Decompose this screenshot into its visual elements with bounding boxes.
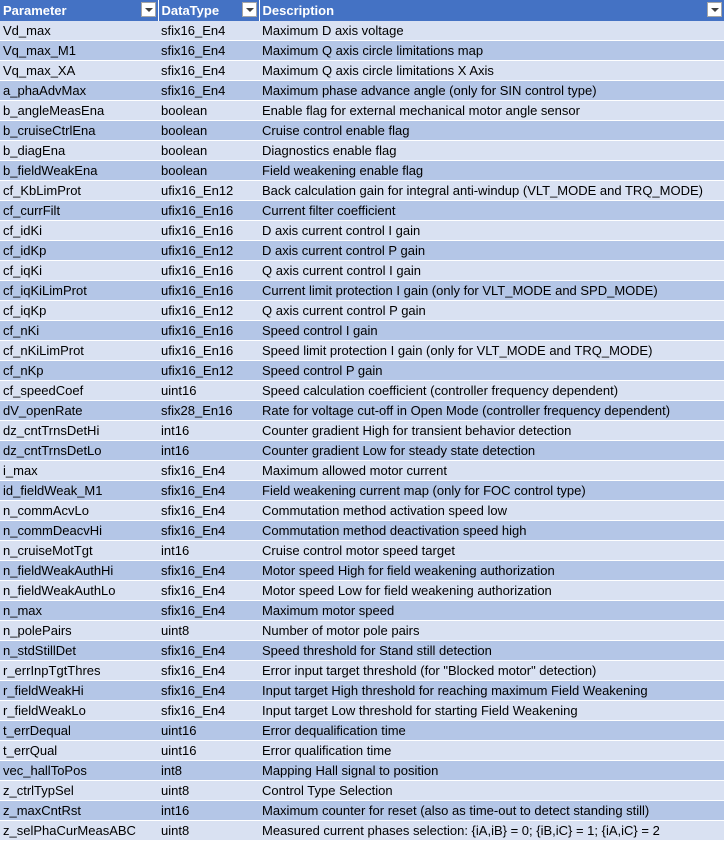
cell-description[interactable]: Maximum counter for reset (also as time-out to detect standing still) bbox=[259, 801, 724, 821]
table-row[interactable] bbox=[0, 621, 724, 641]
table-row[interactable] bbox=[0, 181, 724, 201]
table-row[interactable] bbox=[0, 681, 724, 701]
cell-parameter[interactable]: vec_hallToPos bbox=[0, 761, 158, 781]
cell-datatype[interactable]: uint16 bbox=[158, 381, 259, 401]
cell-datatype[interactable]: uint8 bbox=[158, 821, 259, 841]
table-row[interactable] bbox=[0, 121, 724, 141]
cell-description[interactable]: Speed limit protection I gain (only for VLT_MODE and TRQ_MODE) bbox=[259, 341, 724, 361]
cell-datatype[interactable]: ufix16_En16 bbox=[158, 221, 259, 241]
cell-description[interactable]: Enable flag for external mechanical motor angle sensor bbox=[259, 101, 724, 121]
cell-parameter[interactable]: cf_nKi bbox=[0, 321, 158, 341]
cell-parameter[interactable]: cf_nKiLimProt bbox=[0, 341, 158, 361]
cell-parameter[interactable]: a_phaAdvMax bbox=[0, 81, 158, 101]
cell-parameter[interactable]: cf_idKp bbox=[0, 241, 158, 261]
cell-parameter[interactable]: n_fieldWeakAuthLo bbox=[0, 581, 158, 601]
cell-description[interactable]: Current filter coefficient bbox=[259, 201, 724, 221]
table-row[interactable] bbox=[0, 721, 724, 741]
cell-description[interactable]: Maximum phase advance angle (only for SIN control type) bbox=[259, 81, 724, 101]
table-row[interactable] bbox=[0, 21, 724, 41]
filter-dropdown-icon[interactable] bbox=[242, 2, 257, 17]
cell-parameter[interactable]: cf_currFilt bbox=[0, 201, 158, 221]
cell-datatype[interactable]: ufix16_En12 bbox=[158, 181, 259, 201]
cell-description[interactable]: Commutation method deactivation speed high bbox=[259, 521, 724, 541]
table-row[interactable] bbox=[0, 601, 724, 621]
cell-parameter[interactable]: cf_iqKiLimProt bbox=[0, 281, 158, 301]
cell-datatype[interactable]: uint16 bbox=[158, 741, 259, 761]
filter-dropdown-icon[interactable] bbox=[707, 2, 722, 17]
cell-description[interactable]: Speed control I gain bbox=[259, 321, 724, 341]
cell-parameter[interactable]: cf_speedCoef bbox=[0, 381, 158, 401]
table-row[interactable] bbox=[0, 41, 724, 61]
table-row[interactable] bbox=[0, 821, 724, 841]
cell-description[interactable]: Commutation method activation speed low bbox=[259, 501, 724, 521]
cell-parameter[interactable]: Vd_max bbox=[0, 21, 158, 41]
table-row[interactable] bbox=[0, 581, 724, 601]
table-header bbox=[0, 0, 724, 21]
cell-description[interactable]: Maximum D axis voltage bbox=[259, 21, 724, 41]
table-row[interactable] bbox=[0, 221, 724, 241]
table-row[interactable] bbox=[0, 641, 724, 661]
filter-dropdown-icon[interactable] bbox=[141, 2, 156, 17]
table-row[interactable] bbox=[0, 381, 724, 401]
cell-description[interactable]: D axis current control I gain bbox=[259, 221, 724, 241]
header-datatype bbox=[158, 0, 259, 21]
cell-parameter[interactable]: n_commAcvLo bbox=[0, 501, 158, 521]
cell-datatype[interactable]: sfix28_En16 bbox=[158, 401, 259, 421]
cell-description[interactable]: Cruise control motor speed target bbox=[259, 541, 724, 561]
cell-datatype[interactable]: sfix16_En4 bbox=[158, 481, 259, 501]
cell-description[interactable]: Counter gradient High for transient behavior detection bbox=[259, 421, 724, 441]
cell-parameter[interactable]: z_ctrlTypSel bbox=[0, 781, 158, 801]
cell-datatype[interactable]: boolean bbox=[158, 121, 259, 141]
cell-parameter[interactable]: z_maxCntRst bbox=[0, 801, 158, 821]
table-row[interactable] bbox=[0, 781, 724, 801]
table-row[interactable] bbox=[0, 361, 724, 381]
table-row[interactable] bbox=[0, 741, 724, 761]
table-row[interactable] bbox=[0, 61, 724, 81]
cell-datatype[interactable]: ufix16_En12 bbox=[158, 301, 259, 321]
cell-datatype[interactable]: boolean bbox=[158, 101, 259, 121]
cell-parameter[interactable]: cf_idKi bbox=[0, 221, 158, 241]
table-row[interactable] bbox=[0, 341, 724, 361]
cell-datatype[interactable]: int8 bbox=[158, 761, 259, 781]
table-row[interactable] bbox=[0, 421, 724, 441]
table-row[interactable] bbox=[0, 541, 724, 561]
table-row[interactable] bbox=[0, 141, 724, 161]
header-parameter bbox=[0, 0, 158, 21]
cell-datatype[interactable]: sfix16_En4 bbox=[158, 641, 259, 661]
table-row[interactable] bbox=[0, 761, 724, 781]
header-parameter-label: Parameter bbox=[3, 3, 67, 18]
cell-datatype[interactable]: sfix16_En4 bbox=[158, 501, 259, 521]
cell-datatype[interactable]: boolean bbox=[158, 141, 259, 161]
cell-datatype[interactable]: int16 bbox=[158, 541, 259, 561]
table-row[interactable] bbox=[0, 301, 724, 321]
cell-description[interactable]: Input target Low threshold for starting Field Weakening bbox=[259, 701, 724, 721]
table-row[interactable] bbox=[0, 701, 724, 721]
table-row[interactable] bbox=[0, 521, 724, 541]
cell-description[interactable]: Current limit protection I gain (only for VLT_MODE and SPD_MODE) bbox=[259, 281, 724, 301]
header-datatype-label: DataType bbox=[161, 3, 220, 18]
cell-description[interactable]: Q axis current control I gain bbox=[259, 261, 724, 281]
cell-description[interactable]: Error input target threshold (for "Blocked motor" detection) bbox=[259, 661, 724, 681]
cell-datatype[interactable]: sfix16_En4 bbox=[158, 61, 259, 81]
table-row[interactable] bbox=[0, 441, 724, 461]
cell-description[interactable]: Back calculation gain for integral anti-windup (VLT_MODE and TRQ_MODE) bbox=[259, 181, 724, 201]
cell-description[interactable]: Maximum motor speed bbox=[259, 601, 724, 621]
cell-parameter[interactable]: n_commDeacvHi bbox=[0, 521, 158, 541]
table-row[interactable] bbox=[0, 201, 724, 221]
cell-parameter[interactable]: z_selPhaCurMeasABC bbox=[0, 821, 158, 841]
cell-parameter[interactable]: r_errInpTgtThres bbox=[0, 661, 158, 681]
cell-parameter[interactable]: b_cruiseCtrlEna bbox=[0, 121, 158, 141]
cell-description[interactable]: Speed threshold for Stand still detection bbox=[259, 641, 724, 661]
cell-datatype[interactable]: int16 bbox=[158, 441, 259, 461]
cell-parameter[interactable]: n_max bbox=[0, 601, 158, 621]
table-row[interactable] bbox=[0, 501, 724, 521]
cell-datatype[interactable]: int16 bbox=[158, 801, 259, 821]
cell-description[interactable]: Field weakening current map (only for FOC control type) bbox=[259, 481, 724, 501]
header-description bbox=[259, 0, 724, 21]
cell-description[interactable]: Mapping Hall signal to position bbox=[259, 761, 724, 781]
table-row[interactable] bbox=[0, 81, 724, 101]
table-row[interactable] bbox=[0, 161, 724, 181]
cell-description[interactable]: Measured current phases selection: {iA,iB} = 0; {iB,iC} = 1; {iA,iC} = 2 bbox=[259, 821, 724, 841]
table-row[interactable] bbox=[0, 101, 724, 121]
cell-parameter[interactable]: b_fieldWeakEna bbox=[0, 161, 158, 181]
cell-datatype[interactable]: sfix16_En4 bbox=[158, 701, 259, 721]
cell-description[interactable]: D axis current control P gain bbox=[259, 241, 724, 261]
cell-parameter[interactable]: cf_iqKi bbox=[0, 261, 158, 281]
cell-datatype[interactable]: sfix16_En4 bbox=[158, 521, 259, 541]
cell-datatype[interactable]: ufix16_En16 bbox=[158, 261, 259, 281]
cell-parameter[interactable]: dz_cntTrnsDetHi bbox=[0, 421, 158, 441]
cell-description[interactable]: Number of motor pole pairs bbox=[259, 621, 724, 641]
cell-datatype[interactable]: ufix16_En12 bbox=[158, 241, 259, 261]
cell-datatype[interactable]: sfix16_En4 bbox=[158, 461, 259, 481]
cell-datatype[interactable]: boolean bbox=[158, 161, 259, 181]
cell-description[interactable]: Maximum allowed motor current bbox=[259, 461, 724, 481]
cell-datatype[interactable]: uint16 bbox=[158, 721, 259, 741]
cell-parameter[interactable]: cf_iqKp bbox=[0, 301, 158, 321]
cell-datatype[interactable]: sfix16_En4 bbox=[158, 21, 259, 41]
cell-description[interactable]: Speed calculation coefficient (controller frequency dependent) bbox=[259, 381, 724, 401]
cell-description[interactable]: Input target High threshold for reaching maximum Field Weakening bbox=[259, 681, 724, 701]
cell-description[interactable]: Cruise control enable flag bbox=[259, 121, 724, 141]
cell-description[interactable]: Control Type Selection bbox=[259, 781, 724, 801]
cell-parameter[interactable]: b_angleMeasEna bbox=[0, 101, 158, 121]
cell-description[interactable]: Rate for voltage cut-off in Open Mode (controller frequency dependent) bbox=[259, 401, 724, 421]
cell-datatype[interactable]: sfix16_En4 bbox=[158, 681, 259, 701]
cell-parameter[interactable]: cf_KbLimProt bbox=[0, 181, 158, 201]
cell-description[interactable]: Maximum Q axis circle limitations map bbox=[259, 41, 724, 61]
cell-parameter[interactable]: Vq_max_M1 bbox=[0, 41, 158, 61]
table-body bbox=[0, 21, 724, 841]
cell-parameter[interactable]: dz_cntTrnsDetLo bbox=[0, 441, 158, 461]
cell-datatype[interactable]: uint8 bbox=[158, 621, 259, 641]
cell-parameter[interactable]: id_fieldWeak_M1 bbox=[0, 481, 158, 501]
cell-parameter[interactable]: n_stdStillDet bbox=[0, 641, 158, 661]
table-row[interactable] bbox=[0, 661, 724, 681]
cell-parameter[interactable]: dV_openRate bbox=[0, 401, 158, 421]
cell-description[interactable]: Motor speed Low for field weakening authorization bbox=[259, 581, 724, 601]
cell-datatype[interactable]: ufix16_En12 bbox=[158, 361, 259, 381]
cell-parameter[interactable]: r_fieldWeakLo bbox=[0, 701, 158, 721]
cell-description[interactable]: Q axis current control P gain bbox=[259, 301, 724, 321]
table-row[interactable] bbox=[0, 461, 724, 481]
cell-datatype[interactable]: ufix16_En16 bbox=[158, 341, 259, 361]
cell-parameter[interactable]: n_cruiseMotTgt bbox=[0, 541, 158, 561]
header-row bbox=[0, 0, 724, 21]
table-row[interactable] bbox=[0, 281, 724, 301]
table-row[interactable] bbox=[0, 241, 724, 261]
cell-description[interactable]: Error qualification time bbox=[259, 741, 724, 761]
cell-datatype[interactable]: sfix16_En4 bbox=[158, 661, 259, 681]
cell-datatype[interactable]: ufix16_En16 bbox=[158, 201, 259, 221]
cell-parameter[interactable]: t_errQual bbox=[0, 741, 158, 761]
cell-parameter[interactable]: n_fieldWeakAuthHi bbox=[0, 561, 158, 581]
cell-datatype[interactable]: int16 bbox=[158, 421, 259, 441]
cell-description[interactable]: Field weakening enable flag bbox=[259, 161, 724, 181]
table-row[interactable] bbox=[0, 561, 724, 581]
cell-datatype[interactable]: uint8 bbox=[158, 781, 259, 801]
cell-datatype[interactable]: sfix16_En4 bbox=[158, 581, 259, 601]
cell-parameter[interactable]: b_diagEna bbox=[0, 141, 158, 161]
cell-parameter[interactable]: t_errDequal bbox=[0, 721, 158, 741]
cell-datatype[interactable]: ufix16_En16 bbox=[158, 321, 259, 341]
cell-datatype[interactable]: sfix16_En4 bbox=[158, 41, 259, 61]
table-row[interactable] bbox=[0, 401, 724, 421]
cell-parameter[interactable]: Vq_max_XA bbox=[0, 61, 158, 81]
header-description-label: Description bbox=[262, 3, 335, 18]
table-row[interactable] bbox=[0, 261, 724, 281]
cell-description[interactable]: Diagnostics enable flag bbox=[259, 141, 724, 161]
cell-datatype[interactable]: ufix16_En16 bbox=[158, 281, 259, 301]
cell-parameter[interactable]: r_fieldWeakHi bbox=[0, 681, 158, 701]
table-row[interactable] bbox=[0, 321, 724, 341]
cell-datatype[interactable]: sfix16_En4 bbox=[158, 601, 259, 621]
cell-datatype[interactable]: sfix16_En4 bbox=[158, 561, 259, 581]
cell-parameter[interactable]: cf_nKp bbox=[0, 361, 158, 381]
cell-description[interactable]: Motor speed High for field weakening authorization bbox=[259, 561, 724, 581]
cell-description[interactable]: Error dequalification time bbox=[259, 721, 724, 741]
cell-parameter[interactable]: n_polePairs bbox=[0, 621, 158, 641]
cell-description[interactable]: Maximum Q axis circle limitations X Axis bbox=[259, 61, 724, 81]
table-row[interactable] bbox=[0, 801, 724, 821]
cell-parameter[interactable]: i_max bbox=[0, 461, 158, 481]
cell-description[interactable]: Speed control P gain bbox=[259, 361, 724, 381]
cell-description[interactable]: Counter gradient Low for steady state detection bbox=[259, 441, 724, 461]
cell-datatype[interactable]: sfix16_En4 bbox=[158, 81, 259, 101]
table-row[interactable] bbox=[0, 481, 724, 501]
